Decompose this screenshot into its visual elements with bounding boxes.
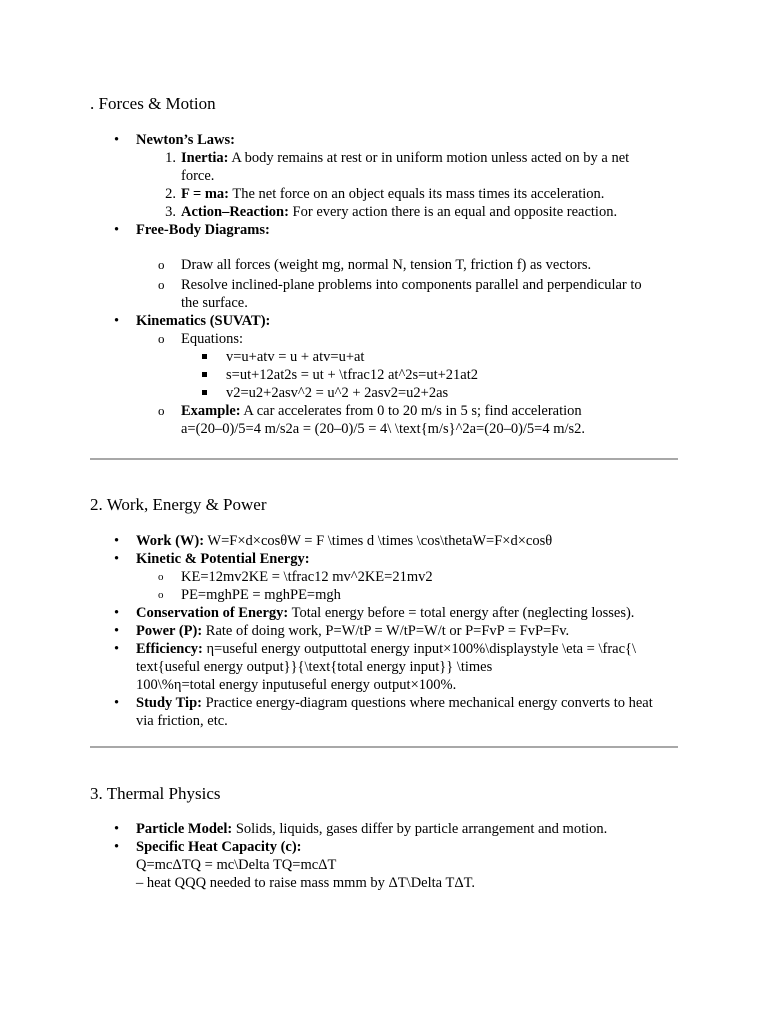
bullet: • — [114, 313, 120, 329]
section-work-energy-power — [90, 532, 680, 730]
section-title-thermal-physics: 3. Thermal Physics — [90, 784, 221, 803]
list-item-example: o Example: A car accelerates from 0 to 20 m/s in 5 s; find acceleration a=(20–0)/5=4 m/s2a = (20–0)/5 = 4\ \text{m/s}^2a=(20–0)/5=4 m/s2. — [158, 403, 586, 437]
list-item-newtons-laws: • Newton’s Laws: — [114, 132, 235, 148]
list-item-pe: o PE=mghPE = mghPE=mgh — [158, 587, 341, 603]
bullet: • — [114, 695, 120, 711]
list-item-equations: o Equations: — [158, 331, 244, 347]
bullet: • — [114, 641, 120, 657]
list-item-specific-heat: • Specific Heat Capacity (c): Q=mcΔTQ = mc\Delta TQ=mcΔT – heat QQQ needed to raise mass mmm by ΔT\Delta TΔT. — [114, 839, 476, 891]
bullet: • — [114, 605, 120, 621]
list-item-ke-pe: • Kinetic & Potential Energy: — [114, 551, 310, 567]
section-forces-motion — [90, 131, 680, 438]
list-item-work: • Work (W): W=F×d×cosθW = F \times d \times \cos\thetaW=F×d×cosθ — [114, 533, 553, 549]
equation-item: s=ut+12at2s = ut + \tfrac12 at^2s=ut+21at2 — [90, 366, 680, 384]
bullet: • — [114, 551, 120, 567]
list-item-free-body-diagrams: • Free-Body Diagrams: — [114, 222, 270, 238]
bullet: • — [114, 839, 120, 855]
bullet: • — [114, 821, 120, 837]
list-item-fbd-draw: o Draw all forces (weight mg, normal N, tension T, friction f) as vectors. — [158, 257, 592, 273]
section-thermal-physics — [90, 820, 680, 892]
list-item-efficiency: • Efficiency: η=useful energy outputtotal energy input×100%\displaystyle \eta = \frac{\ text{useful energy output}}{\text{total energy input}} \times 100\%η=total energy inputuseful energy output×100%. — [114, 641, 637, 693]
bullet: • — [114, 623, 120, 639]
list-item-conservation: • Conservation of Energy: Total energy before = total energy after (neglecting losses). — [114, 605, 635, 621]
list-item-fbd-resolve: o Resolve inclined-plane problems into components parallel and perpendicular to the surface. — [158, 277, 642, 311]
equation-item: v=u+atv = u + atv=u+at — [90, 348, 680, 366]
list-item-power: • Power (P): Rate of doing work, P=W/tP = W/tP=W/t or P=FvP = FvP=Fv. — [114, 623, 570, 639]
section-title-work-energy-power: 2. Work, Energy & Power — [90, 495, 267, 514]
list-item-law-2: 2. F = ma: The net force on an object equals its mass times its acceleration. — [165, 186, 605, 202]
section-divider — [90, 746, 678, 748]
bullet: • — [114, 533, 120, 549]
list-item-kinematics: • Kinematics (SUVAT): — [114, 313, 271, 329]
list-item-law-3: 3. Action–Reaction: For every action there is an equal and opposite reaction. — [165, 204, 618, 220]
section-title-forces-motion: . Forces & Motion — [90, 94, 216, 113]
bullet: • — [114, 132, 120, 148]
bullet: • — [114, 222, 120, 238]
list-item-law-1: 1. Inertia: A body remains at rest or in uniform motion unless acted on by a net force. — [165, 150, 630, 184]
section-divider — [90, 458, 678, 460]
equation-item: v2=u2+2asv^2 = u^2 + 2asv2=u2+2as — [90, 384, 680, 402]
list-item-study-tip: • Study Tip: Practice energy-diagram questions where mechanical energy converts to heat via friction, etc. — [114, 695, 653, 729]
list-item-ke: o KE=12mv2KE = \tfrac12 mv^2KE=21mv2 — [158, 569, 433, 585]
list-item-particle-model: • Particle Model: Solids, liquids, gases differ by particle arrangement and motion. — [114, 821, 608, 837]
